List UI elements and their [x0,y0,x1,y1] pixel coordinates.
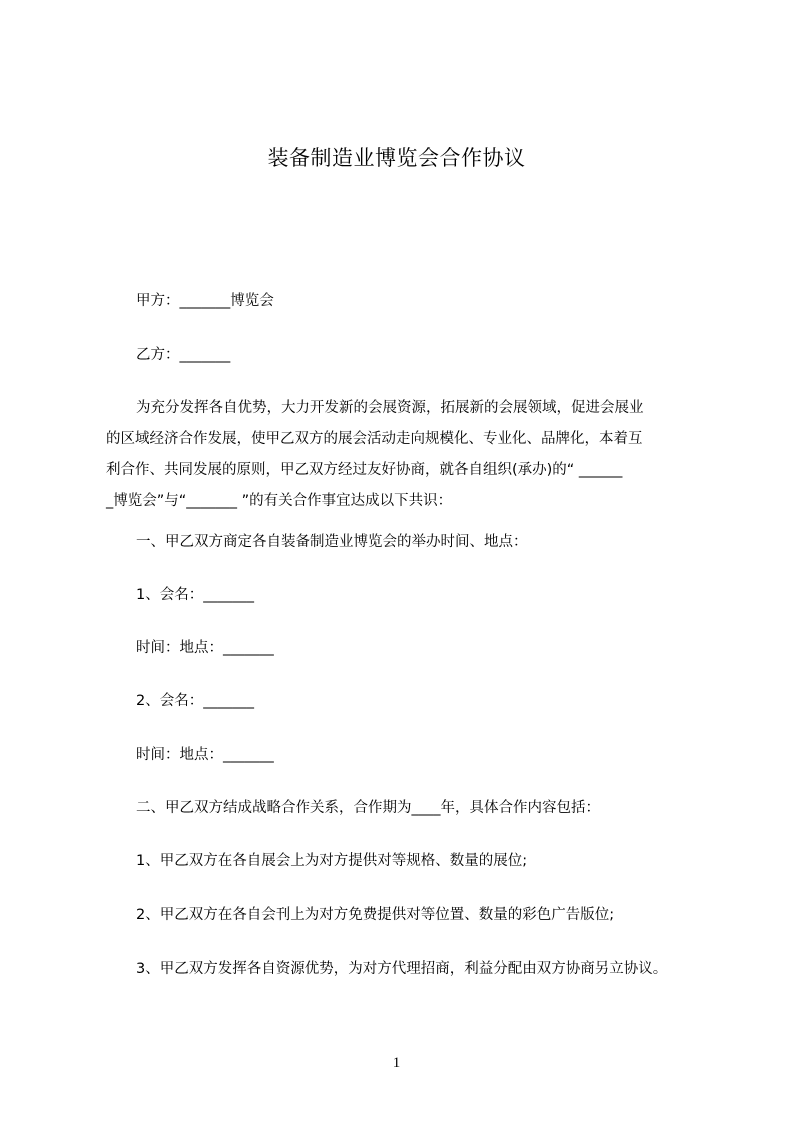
intro-line-2: 的区域经济合作发展，使甲乙双方的展会活动走向规模化、专业化、品牌化，本着互 [106,431,643,447]
item-1-time-place: 时间：地点：_______ [136,640,274,656]
document-title: 装备制造业博览会合作协议 [267,146,526,170]
item-2-name: 2、会名：_______ [136,693,254,709]
intro-line-4: _博览会”与“_______ ”的有关合作事宜达成以下共识： [106,493,453,509]
intro-line-1: 为充分发挥各自优势，大力开发新的会展资源，拓展新的会展领域，促进会展业 [136,400,644,416]
section-1-heading: 一、甲乙双方商定各自装备制造业博览会的举办时间、地点： [136,534,528,550]
item-1-name: 1、会名：_______ [136,587,254,603]
intro-line-3: 利合作、共同发展的原则，甲乙双方经过友好协商，就各自组织(承办)的“ ______ [106,462,623,478]
party-a-line: 甲方：_______博览会 [136,293,274,309]
party-b-line: 乙方：_______ [136,347,231,363]
intro-paragraph [106,393,696,517]
section-2-heading: 二、甲乙双方结成战略合作关系，合作期为____年，具体合作内容包括： [136,800,600,816]
cooperation-item-3: 3、甲乙双方发挥各自资源优势，为对方代理招商，利益分配由双方协商另立协议。 [136,961,668,977]
item-2-time-place: 时间：地点：_______ [136,747,274,763]
cooperation-item-2: 2、甲乙双方在各自会刊上为对方免费提供对等位置、数量的彩色广告版位; [136,907,615,923]
page-number: 1 [392,1055,401,1071]
cooperation-item-1: 1、甲乙双方在各自展会上为对方提供对等规格、数量的展位; [136,853,528,869]
